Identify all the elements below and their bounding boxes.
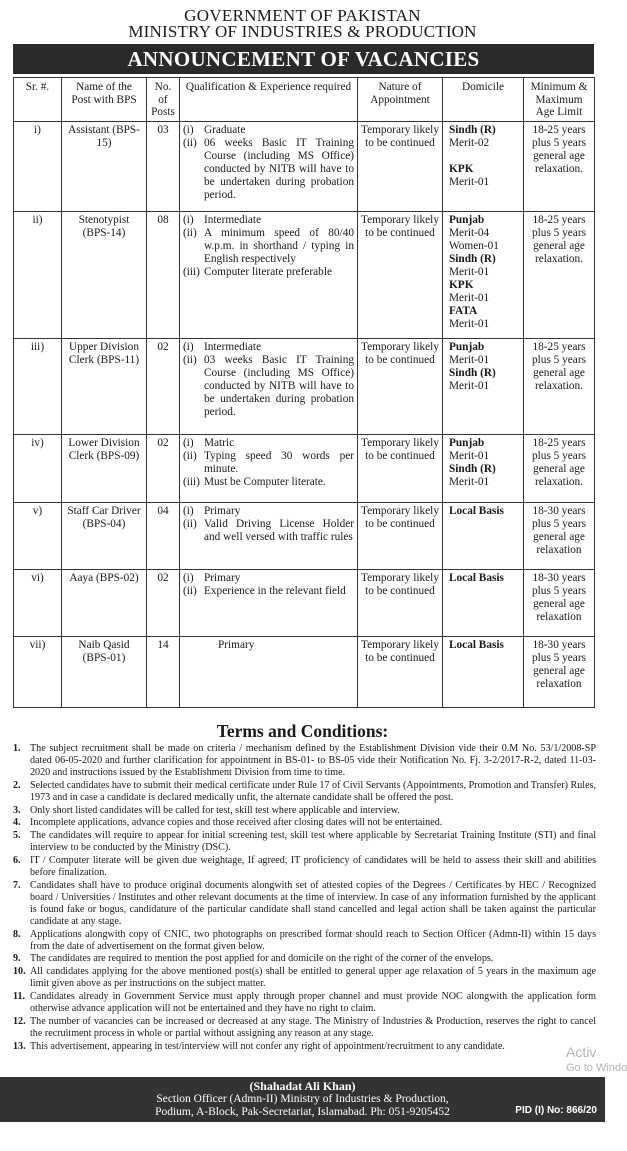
list-item [13,953,596,965]
announcement-banner: ANNOUNCEMENT OF VACANCIES [13,44,594,74]
qualification-text: Intermediate [204,340,262,353]
qualification-text: Intermediate [204,213,262,226]
domicile-region: Sindh (R) [449,366,496,379]
list-item [13,805,596,817]
qualification-item [183,585,354,598]
qualification-number: (iii) [183,265,200,278]
qualification-number: (ii) [183,584,197,597]
list-item [13,880,596,928]
domicile-quota: Merit-02 [449,136,490,149]
term-number: 13. [13,1040,26,1052]
activation-watermark: Activ [566,1044,597,1060]
domicile-quota: Merit-01 [449,475,490,488]
term-number: 3. [13,804,21,816]
header-post: Name of the Post with BPS [62,78,147,122]
qualification-item [183,266,354,279]
cell-post: Aaya (BPS-02) [62,569,147,636]
qualification-number: (ii) [183,517,197,530]
qualification-number: (i) [183,340,194,353]
qualification-text: 03 weeks Basic IT Training Course (including MS Office) conducted by NITB will have to be undertaken during probation period. [204,353,354,418]
qualification-item [183,450,354,476]
cell-sr: v) [14,502,62,569]
cell-domicile [443,636,524,707]
domicile-region: Punjab [449,340,485,353]
term-number: 8. [13,928,21,940]
term-number: 7. [13,879,21,891]
cell-post: Upper Division Clerk (BPS-11) [62,338,147,434]
qualification-item [183,341,354,354]
table-row [14,636,595,707]
domicile-line [449,279,520,292]
cell-age-limit: 18-30 years plus 5 years general age relaxation [524,569,595,636]
table-header-row [14,78,595,122]
domicile-region: Sindh (R) [449,123,496,136]
cell-posts: 03 [147,121,180,211]
domicile-quota: Merit-01 [449,265,490,278]
signatory-address: Podium, A-Block, Pak-Secretariat, Islamabad. Ph: 051-9205452 [155,1106,450,1118]
footer-signature-block [0,1077,605,1122]
domicile-region: KPK [449,162,474,175]
cell-sr: i) [14,121,62,211]
term-text: Candidates already in Government Service must apply through proper channel and must provide NOC alongwith the application form otherwise advance application will not be entertained and they have no right to claim. [30,991,596,1015]
domicile-line [449,253,520,266]
term-number: 2. [13,779,21,791]
domicile-quota [449,150,520,163]
vacancies-table-body [14,121,595,707]
qualification-item [183,354,354,419]
term-text: The candidates will require to appear for initial screening test, skill test where applicable by Secretariat Training Institute (STI) and final interview to be conducted by the Ministry (DSC). [30,830,596,854]
cell-post: Naib Qasid (BPS-01) [62,636,147,707]
qualification-number: (ii) [183,449,197,462]
list-item [13,817,596,829]
cell-nature: Temporary likely to be continued [358,121,443,211]
cell-sr: iv) [14,434,62,502]
activation-watermark-sub: Go to Windo [566,1062,627,1074]
term-text: Incomplete applications, advance copies and those received after closing dates will not be entertained. [30,817,443,829]
domicile-quota: Women-01 [449,239,499,252]
cell-age-limit: 18-30 years plus 5 years general age relaxation [524,502,595,569]
term-number: 12. [13,1015,26,1027]
pid-number: PID (I) No: 866/20 [515,1105,597,1116]
term-text: Applications alongwith copy of CNIC, two photographs on prescribed format should reach to Section Officer (Admn-II) within 15 days from the date of advertisement on the format given below. [30,928,596,952]
cell-posts: 02 [147,569,180,636]
vacancies-table [13,77,595,708]
cell-nature: Temporary likely to be continued [358,636,443,707]
qualification-item [183,227,354,266]
domicile-line [449,437,520,450]
qualification-item [183,518,354,544]
terms-title: Terms and Conditions: [216,721,389,741]
domicile-line [449,639,520,652]
qualification-text: Experience in the relevant field [204,584,346,597]
qualification-item [183,639,354,652]
term-text: All candidates applying for the above mentioned post(s) shall be entitled to general upper age relaxation of 5 years in the maximum age limit given above as per instructions on the subject matter. [30,966,596,990]
domicile-line [449,505,520,518]
qualification-number: (i) [183,504,194,517]
term-text: The number of vacancies can be increased or decreased at any stage. The Ministry of Industries & Production, reserves the right to cancel the recruitment process in whole or partial without assigning any reason at any stage. [30,1015,596,1039]
header-age-limit: Minimum & Maximum Age Limit [524,78,595,122]
table-row [14,211,595,338]
cell-post: Assistant (BPS-15) [62,121,147,211]
term-text: Candidates shall have to produce original documents alongwith set of attested copies of the Degrees / Certificates by HEC / Recognized board / Universities / Institutes and other relevant documents at the time of interview. In case of any information furnished by the applicant is found fake or bogus, candidature of the particular candidate shall stand cancelled and legal action shall be taken against the particular candidate at any stage. [30,879,596,927]
qualification-text: Primary [218,638,255,651]
cell-age-limit: 18-25 years plus 5 years general age relaxation. [524,211,595,338]
list-item [13,830,596,854]
qualification-item [183,505,354,518]
list-item [13,966,596,990]
cell-domicile [443,121,524,211]
cell-qualification [180,502,358,569]
domicile-region: Sindh (R) [449,252,496,265]
qualification-text: Primary [204,571,241,584]
domicile-line [449,572,520,585]
qualification-text: A minimum speed of 80/40 w.p.m. in shorthand / typing in English respectively [204,226,354,265]
domicile-region: FATA [449,304,478,317]
term-text: Selected candidates have to submit their medical certificate under Rule 17 of Civil Servants (Appointments, Promotion and Transfer) Rules, 1973 and in case a candidate is declared medically unfit, the alternate candidate shall be offered the post. [30,779,596,803]
qualification-item [183,214,354,227]
cell-age-limit: 18-25 years plus 5 years general age relaxation. [524,338,595,434]
domicile-quota: Merit-01 [449,291,490,304]
qualification-text: 06 weeks Basic IT Training Course (including MS Office) conducted by NITB will have to be undertaken during probation period. [204,136,354,201]
term-number: 6. [13,855,21,867]
cell-sr: vii) [14,636,62,707]
cell-domicile [443,569,524,636]
list-item [13,991,596,1015]
cell-nature: Temporary likely to be continued [358,338,443,434]
terms-list [13,743,596,1054]
table-row [14,434,595,502]
list-item [13,1016,596,1040]
list-item [13,780,596,804]
cell-age-limit: 18-25 years plus 5 years general age relaxation. [524,434,595,502]
cell-nature: Temporary likely to be continued [358,569,443,636]
cell-qualification [180,569,358,636]
domicile-line [449,463,520,476]
qualification-text: Graduate [204,123,246,136]
signatory-name: (Shahadat Ali Khan) [249,1079,356,1093]
cell-post: Staff Car Driver (BPS-04) [62,502,147,569]
header-sr: Sr. #. [14,78,62,122]
term-number: 4. [13,817,21,829]
term-text: The subject recruitment shall be made on criteria / mechanism defined by the Establishment Division vide their 0.M No. 53/1/2008-SP dated 06-05-2020 and further clarification for appointment in BS-01- to BS-05 vide their Notification No. Fj. 3-2/2017-R-2, dated 11-03-2020 and instructions issued by the Establishment Division from time to time. [30,743,596,778]
cell-posts: 08 [147,211,180,338]
domicile-line [449,163,520,176]
qualification-text: Computer literate preferable [204,265,332,278]
domicile-region: Local Basis [449,571,504,584]
term-number: 11. [13,991,26,1003]
qualification-item [183,476,354,489]
cell-posts: 02 [147,338,180,434]
cell-age-limit: 18-30 years plus 5 years general age relaxation [524,636,595,707]
cell-sr: vi) [14,569,62,636]
table-row [14,338,595,434]
cell-domicile [443,434,524,502]
term-number: 5. [13,830,21,842]
domicile-region: Sindh (R) [449,462,496,475]
cell-qualification [180,434,358,502]
cell-domicile [443,211,524,338]
table-row [14,121,595,211]
qualification-number: (i) [183,436,194,449]
domicile-region: Local Basis [449,638,504,651]
cell-qualification [180,121,358,211]
cell-posts: 14 [147,636,180,707]
cell-nature: Temporary likely to be continued [358,502,443,569]
domicile-quota: Merit-01 [449,317,490,330]
list-item [13,1041,596,1053]
qualification-number: (ii) [183,353,197,366]
domicile-region: KPK [449,278,474,291]
domicile-region: Punjab [449,213,485,226]
term-text: IT / Computer literate will be given due weightage, If agreed, IT proficiency of candidates will be held to assess their skill and abilities before finalization. [30,855,596,879]
qualification-item [183,124,354,137]
qualification-number: (iii) [183,475,200,488]
cell-domicile [443,502,524,569]
qualification-number [183,639,204,652]
table-row [14,502,595,569]
domicile-region: Local Basis [449,504,504,517]
term-text: This advertisement, appearing in test/interview will not confer any right of appointment/recruitment to any candidate. [30,1040,505,1052]
qualification-text: Primary [204,504,241,517]
header-nature: Nature of Appointment [358,78,443,122]
term-text: Only short listed candidates will be called for test, skill test where applicable and interview. [30,804,400,816]
government-title: GOVERNMENT OF PAKISTAN [184,6,421,25]
cell-post: Stenotypist (BPS-14) [62,211,147,338]
qualification-text: Valid Driving License Holder and well versed with traffic rules [204,517,354,543]
term-text: The candidates are required to mention the post applied for and domicile on the right of the corner of the envelops. [30,953,494,965]
cell-nature: Temporary likely to be continued [358,434,443,502]
qualification-number: (ii) [183,136,197,149]
domicile-line [449,341,520,354]
term-number: 9. [13,953,21,965]
list-item [13,743,596,779]
qualification-number: (i) [183,213,194,226]
table-row [14,569,595,636]
cell-post: Lower Division Clerk (BPS-09) [62,434,147,502]
domicile-quota: Merit-01 [449,353,490,366]
domicile-region: Punjab [449,436,485,449]
qualification-number: (i) [183,123,194,136]
qualification-item [183,572,354,585]
domicile-quota: Merit-01 [449,175,490,188]
term-number: 10. [13,966,26,978]
domicile-line [449,367,520,380]
cell-age-limit: 18-25 years plus 5 years general age relaxation. [524,121,595,211]
domicile-quota: Merit-01 [449,379,490,392]
domicile-line [449,214,520,227]
cell-nature: Temporary likely to be continued [358,211,443,338]
domicile-line [449,124,520,137]
list-item [13,855,596,879]
signatory-designation: Section Officer (Admn-II) Ministry of Industries & Production, [156,1093,449,1105]
cell-sr: ii) [14,211,62,338]
domicile-quota: Merit-04 [449,226,490,239]
qualification-item [183,437,354,450]
qualification-number: (ii) [183,226,197,239]
term-number: 1. [13,743,21,754]
qualification-text: Typing speed 30 words per minute. [204,449,354,475]
ministry-title: MINISTRY OF INDUSTRIES & PRODUCTION [128,22,477,41]
cell-sr: iii) [14,338,62,434]
header-no-posts: No. of Posts [147,78,180,122]
cell-domicile [443,338,524,434]
cell-qualification [180,211,358,338]
domicile-quota: Merit-01 [449,449,490,462]
qualification-text: Must be Computer literate. [204,475,326,488]
domicile-line [449,305,520,318]
cell-qualification [180,636,358,707]
cell-qualification [180,338,358,434]
qualification-text: Matric [204,436,235,449]
header-domicile: Domicile [443,78,524,122]
list-item [13,929,596,953]
qualification-item [183,137,354,202]
cell-posts: 04 [147,502,180,569]
cell-posts: 02 [147,434,180,502]
header-qualification: Qualification & Experience required [180,78,358,122]
qualification-number: (i) [183,571,194,584]
